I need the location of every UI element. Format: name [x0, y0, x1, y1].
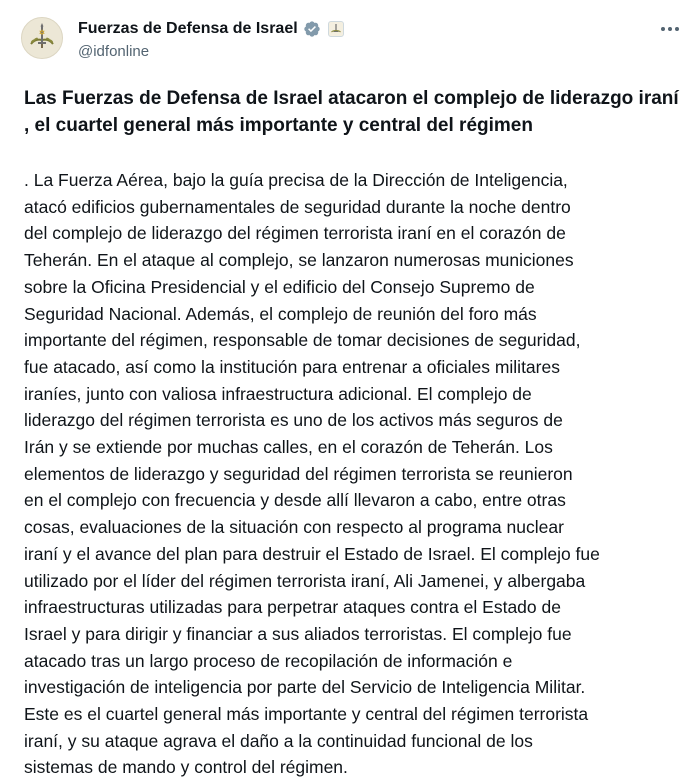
post-body-line: iraníes, junto con valiosa infraestructura adicional. El complejo de: [24, 383, 532, 404]
post-body-line: . La Fuerza Aérea, bajo la guía precisa de la Dirección de Inteligencia,: [24, 170, 568, 190]
post-body-line: utilizado por el líder del régimen terrorista iraní, Ali Jamenei, y albergaba: [24, 570, 586, 591]
post-body-line: del complejo de liderazgo del régimen terrorista iraní en el corazón de: [24, 223, 566, 244]
post-body-line: Irán y se extiende por muchas calles, en el corazón de Teherán. Los: [24, 437, 553, 458]
author-display-name[interactable]: Fuerzas de Defensa de Israel: [78, 20, 298, 37]
post-body-line: liderazgo del régimen terrorista es uno de los activos más seguros de: [24, 410, 563, 431]
post-body-line: elementos de liderazgo y seguridad del régimen terrorista se reunieron: [24, 463, 573, 484]
post-body-line: Israel y para dirigir y financiar a sus aliados terroristas. El complejo fue: [24, 623, 572, 644]
idf-emblem-icon: [22, 18, 62, 58]
post-body: [24, 167, 686, 781]
post-body-line: iraní y el avance del plan para destruir el Estado de Israel. El complejo fue: [24, 543, 600, 564]
post-body-line: Seguridad Nacional. Además, el complejo de reunión del foro más: [24, 303, 537, 324]
post-body-line: sistemas de mando y control del régimen.: [24, 757, 348, 778]
post-body-line: Este es el cuartel general más importante y central del régimen terrorista: [24, 704, 589, 725]
post-body-line: cosas, evaluaciones de la situación con respecto al programa nuclear: [24, 517, 564, 538]
post-body-line: sobre la Oficina Presidencial y el edificio del Consejo Supremo de: [24, 276, 535, 297]
post-body-line: atacado tras un largo proceso de recopilación de información e: [24, 650, 513, 671]
post-body-line: en el complejo con frecuencia y desde allí llevaron a cabo, entre otras: [24, 490, 566, 511]
post-body-line: iraní, y su ataque agrava el daño a la continuidad funcional de los: [24, 730, 533, 751]
post-body-line: infraestructuras utilizadas para perpetrar ataques contra el Estado de: [24, 597, 561, 618]
more-options-icon[interactable]: [658, 22, 682, 36]
verified-badge-icon[interactable]: [303, 20, 321, 38]
post-body-line: atacó edificios gubernamentales de seguridad durante la noche dentro: [24, 196, 571, 217]
post-body-line: importante del régimen, responsable de tomar decisiones de seguridad,: [24, 330, 581, 351]
avatar[interactable]: [21, 17, 63, 59]
post-body-line: investigación de inteligencia por parte del Servicio de Inteligencia Militar.: [24, 677, 586, 698]
post-body-line: Teherán. En el ataque al complejo, se lanzaron numerosas municiones: [24, 250, 574, 271]
author-name-row: [78, 18, 344, 40]
idf-emblem-icon: [329, 22, 343, 36]
post-headline: Las Fuerzas de Defensa de Israel atacaron el complejo de liderazgo iraní , el cuartel general más importante y central del régimen: [24, 88, 679, 136]
post-body-line: fue atacado, así como la institución para entrenar a oficiales militares: [24, 356, 560, 377]
author-handle[interactable]: @idfonline: [78, 43, 150, 60]
affiliate-badge[interactable]: [328, 21, 344, 37]
